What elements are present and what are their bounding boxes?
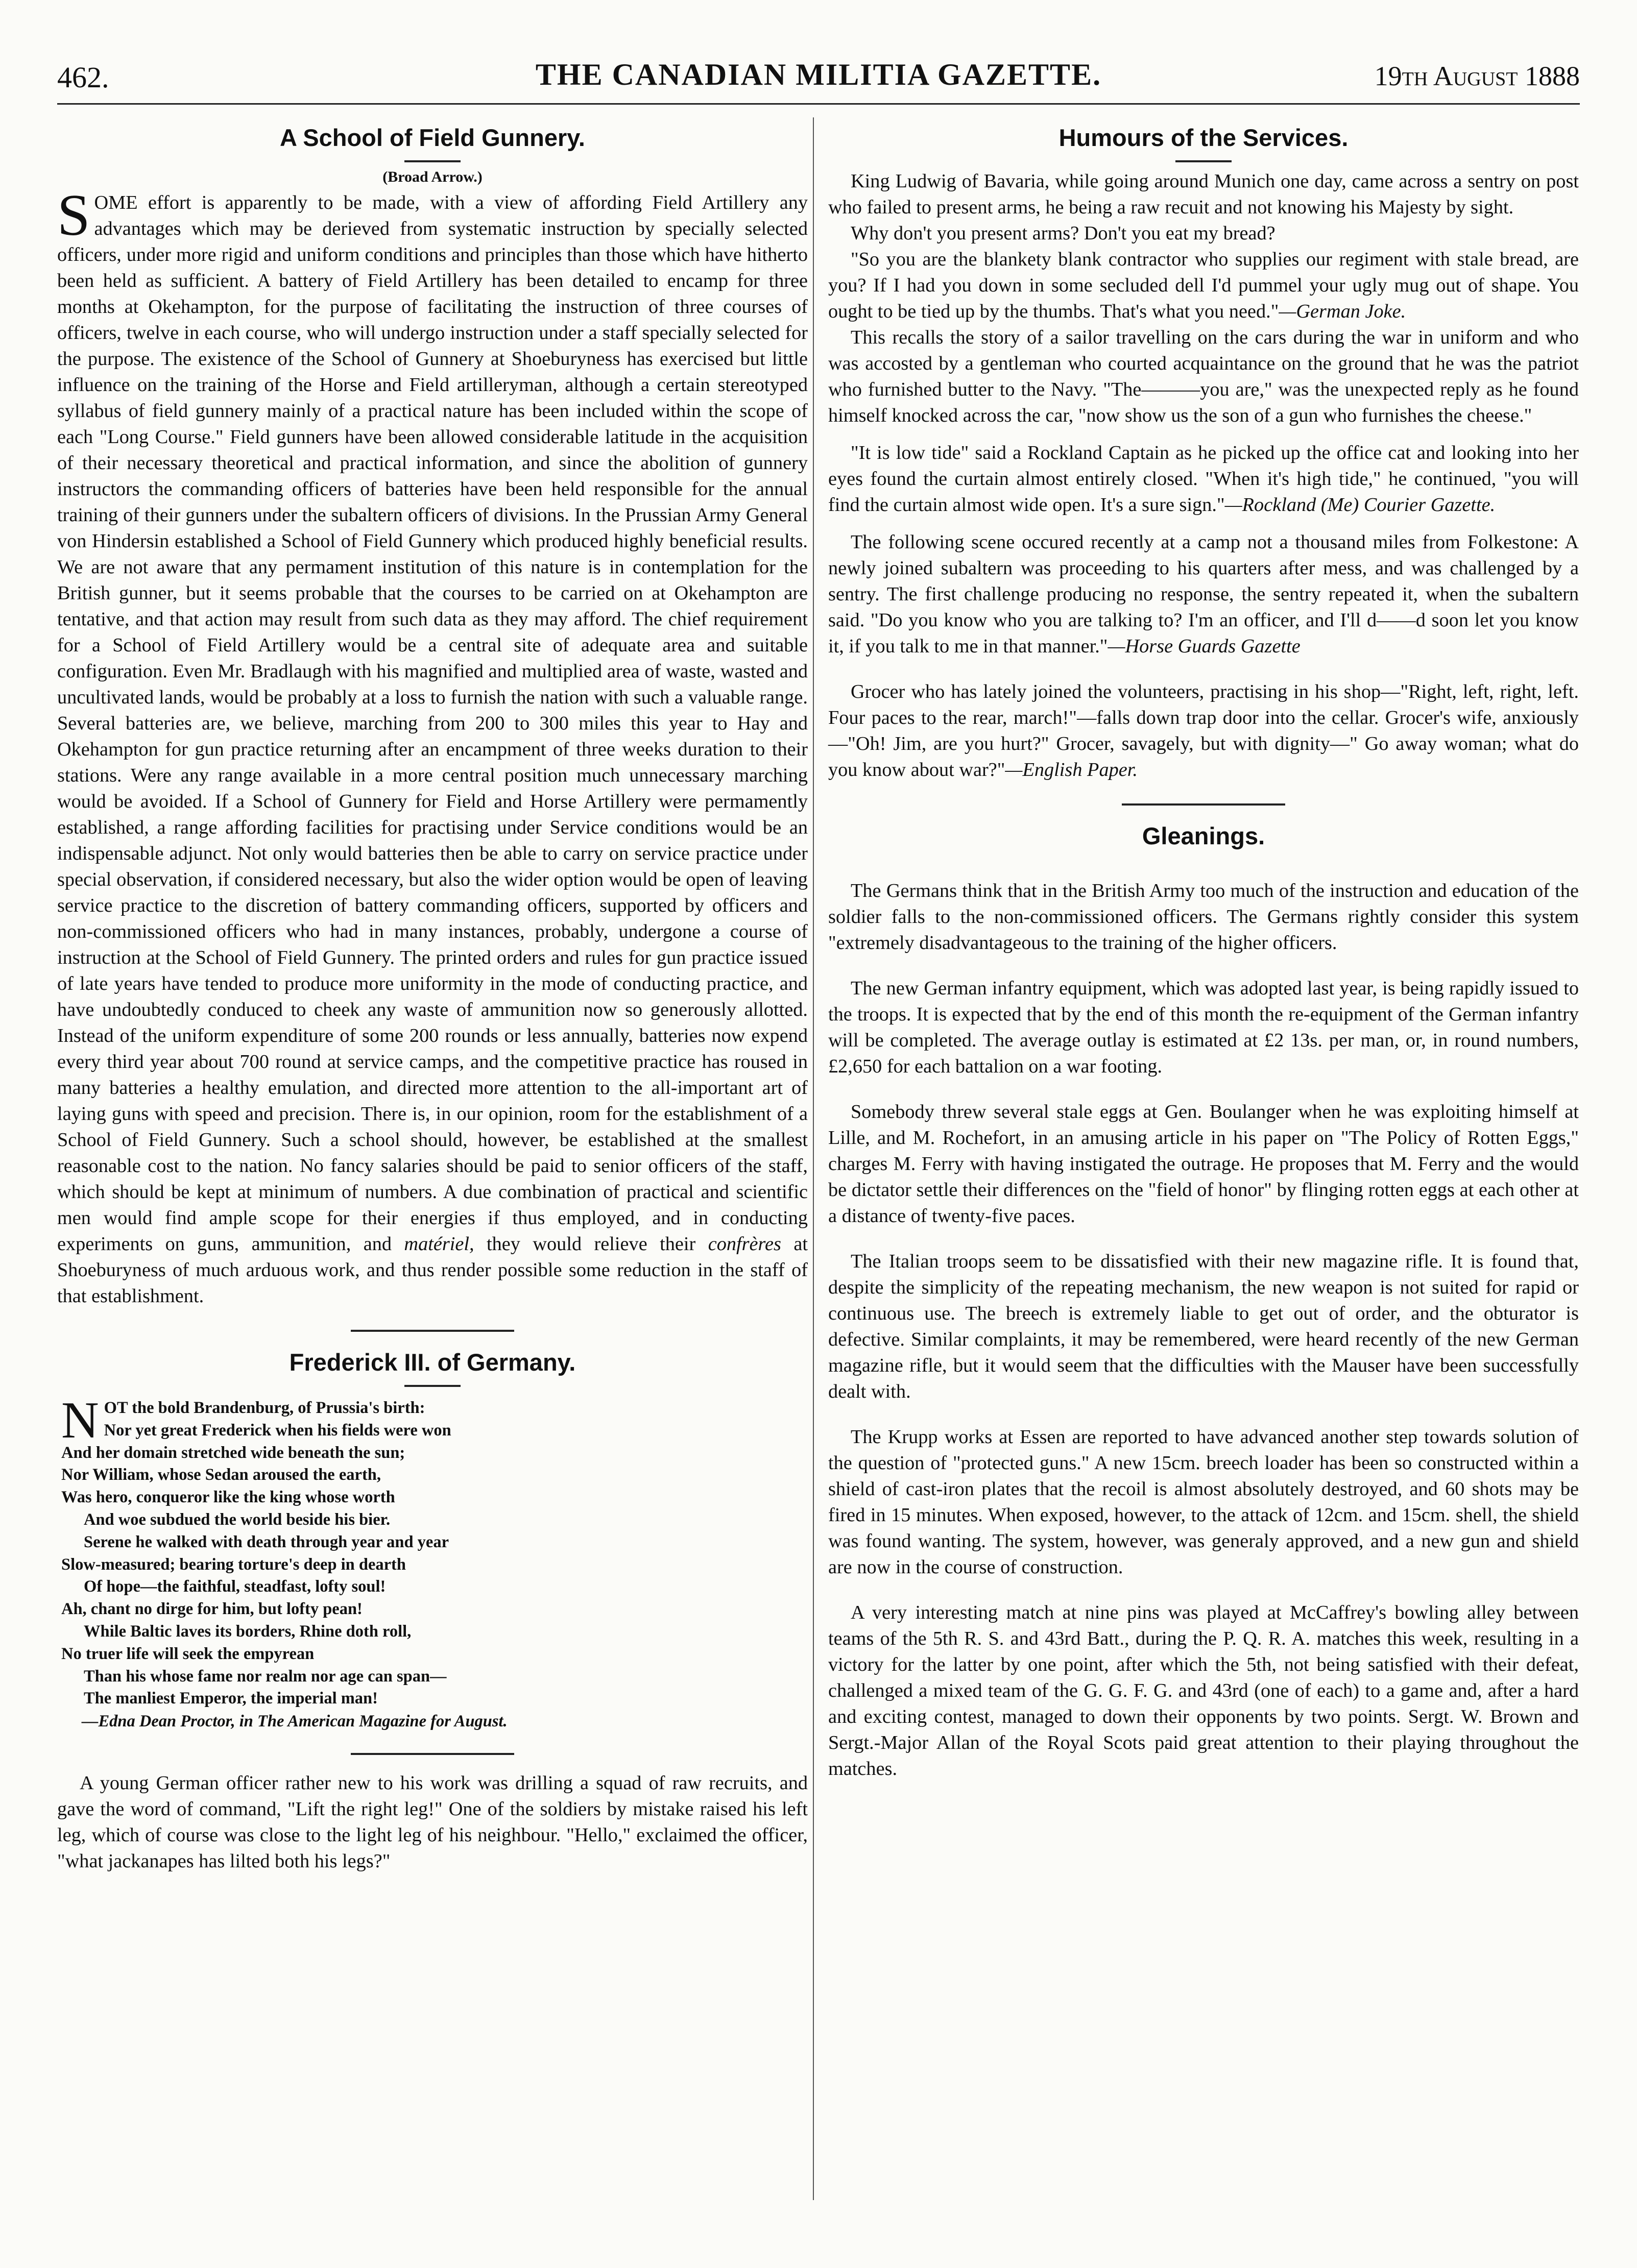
section-separator bbox=[351, 1330, 514, 1332]
poem-line: OT the bold Brandenburg, of Prussia's birth: bbox=[104, 1399, 425, 1417]
paragraph: Somebody threw several stale eggs at Gen. Boulanger when he was exploiting himself at Lille, and M. Rochefort, in an amusing article in his paper on "The Policy of Rotten Eggs," charges M. Ferry with having instigated the outrage. He proposes that M. Ferry and the would be dictator settle their differences on the "field of honor" by flinging rotten eggs at each other at a distance of twenty-five paces. bbox=[828, 1101, 1579, 1227]
article-school-of-field-gunnery bbox=[57, 123, 808, 1309]
drop-cap: S bbox=[57, 183, 90, 248]
article-frederick-iii bbox=[57, 1347, 808, 1733]
paragraph: The new German infantry equipment, which was adopted last year, is being rapidly issued to the troops. It is expected that by the end of this month the re-equipment of the German infantry will be completed. The average outlay is estimated at £2 13s. per man, or, in round numbers, £2,650 for each battalion on a war footing. bbox=[828, 978, 1579, 1077]
paragraph: The Italian troops seem to be dissatisfied with their new magazine rifle. It is found that, despite the simplicity of the repeating mechanism, the new weapon is not suited for rapid or continuous use. The breech is extremely liable to get out of order, and the obturator is defective. Similar complaints, it may be remembered, were heard recently of the new German magazine rifle, but it would seem that the difficulties with the Mauser have been successfully dealt with. bbox=[828, 1251, 1579, 1402]
issue-date: 19th August 1888 bbox=[1374, 61, 1580, 91]
poem-line: And woe subdued the world beside his bier. bbox=[84, 1510, 391, 1529]
article-body: SOME effort is apparently to be made, with a view of affording Field Artillery any advantages which may be derieved from systematic instruction by specially selected officers, under more rigid and uniform conditions and principles than those which have hitherto been held as sufficient. A battery of Field Artillery has been detailed to encamp for three months at Okehampton, for the purpose of facilitating the instruction of three courses of officers, twelve in each course, who will undergo instruction under a staff specially selected for the purpose. The existence of the School of Gunnery at Shoeburyness has exercised but little influence on the training of the Horse and Field artilleryman, although a certain stereotyped syllabus of field gunnery mainly of a practical nature has been included within the scope of each "Long Course." Field gunners have been allowed considerable latitude in the acquisition of their necessary theoretical and practical information, and since the abolition of gunnery instructors the commanding officers of batteries have been held responsible for the annual training of their gunners under the subaltern officers of divisions. In the Prussian Army General von Hindersin established a School of Field Gunnery which produced highly beneficial results. We are not aware that any permament institution of this nature is in contemplation for the British gunner, but it seems probable that the courses to be carried on at Okehampton are tentative, and that action may result from such data as they may afford. The chief requirement for a School of Field Artillery would be a central site of adequate area and suitable configuration. Even Mr. Bradlaugh with his magnified and multiplied area of waste, wasted and uncultivated lands, would be probably at a loss to furnish the nation with such a valuable range. Several batteries are, we believe, marching from 200 to 300 miles this year to Hay and Okehampton for gun practice returning after an encampment of three weeks duration to their stations. Were any range available in a more central position much unnecessary marching would be avoided. If a School of Gunnery for Field and Horse Artillery were permamently established, a range affording facilities for practising under Service conditions would be an indispensable adjunct. Not only would batteries then be able to carry on service practice under special observation, if considered necessary, but also the wider option would be open of leaving service practice to the discretion of battery commanding officers, supported by officers and non-commissioned officers who had in many instances, probably, undergone a course of instruction at the School of Field Gunnery. The printed orders and rules for gun practice issued of late years have tended to produce more uniformity in the mode of conducting practice, and have undoubtedly conduced to cheek any waste of ammunition now so generously allotted. Instead of the uniform expenditure of some 200 rounds or less annually, batteries now expend every third year about 700 round at service camps, and the competitive practice has roused in many batteries a healthy emulation, and directed more attention to the all-important art of laying guns with speed and precision. There is, in our opinion, room for the establishment of a School of Field Gunnery. Such a school should, however, be established at the smallest reasonable cost to the nation. No fancy salaries should be paid to senior officers of the staff, which should be kept at minimum of numbers. A due combination of practical and scientific men would find ample scope for their energies if thus employed, and in conducting experiments on guns, ammunition, and matériel, they would relieve their confrères at Shoeburyness of much arduous work, and thus render possible some reduction in the staff of that establishment. bbox=[57, 183, 808, 1307]
poem-line: While Baltic laves its borders, Rhine doth roll, bbox=[84, 1622, 412, 1641]
paragraph: The following scene occured recently at a camp not a thousand miles from Folkestone: A newly joined subaltern was proceeding to his quarters after mess, and was challenged by a sentry. The first challenge producing no response, the sentry repeated it, when the subaltern said. "Do you know who you are talking to? I'm an officer, and I'll d——d soon let you know it, if you talk to me in that manner."—Horse Guards Gazette bbox=[828, 531, 1579, 657]
header-rule bbox=[57, 103, 1580, 105]
article-title: A School of Field Gunnery. bbox=[280, 124, 585, 151]
poem-line: No truer life will seek the empyrean bbox=[61, 1644, 315, 1663]
column-divider bbox=[813, 117, 814, 2200]
title-rule bbox=[1175, 160, 1232, 162]
paragraph: Why don't you present arms? Don't you eat my bread? bbox=[851, 223, 1275, 244]
poem-line: Than his whose fame nor realm nor age can span— bbox=[84, 1667, 447, 1686]
article-source: (Broad Arrow.) bbox=[382, 168, 483, 185]
poem-line: Slow-measured; bearing torture's deep in dearth bbox=[61, 1555, 406, 1574]
poem-line: Nor yet great Frederick when his fields were won bbox=[104, 1421, 451, 1440]
article-gleanings bbox=[828, 821, 1579, 1782]
anecdote-young-officer: A young German officer rather new to his work was drilling a squad of raw recruits, and gave the word of command, "Lift the right leg!" One of the soldiers by mistake raised his left leg, which of course was close to the light leg of his neighbour. "Hello," exclaimed the officer, "what jackanapes has lilted both his legs?" bbox=[57, 1772, 808, 1872]
article-humours-of-the-services bbox=[828, 123, 1579, 783]
poem-line: Nor William, whose Sedan aroused the earth, bbox=[61, 1466, 381, 1484]
poem bbox=[57, 1392, 808, 1733]
poem-line: Of hope—the faithful, steadfast, lofty soul! bbox=[84, 1577, 386, 1596]
article-title: Gleanings. bbox=[1142, 822, 1265, 849]
left-column bbox=[57, 123, 808, 1874]
page-number: 462. bbox=[57, 61, 109, 94]
poem-attribution: —Edna Dean Proctor, in The American Magazine for August. bbox=[82, 1712, 508, 1731]
title-rule bbox=[404, 1385, 461, 1387]
paragraph: "So you are the blankety blank contractor who supplies our regiment with stale bread, are you? If I had you down in some secluded dell I'd pummel your ugly mug out of shape. You ought to be tied up by the thumbs. That's what you need."—German Joke. bbox=[828, 249, 1579, 322]
poem-line: Serene he walked with death through year and year bbox=[84, 1532, 449, 1551]
paragraph: This recalls the story of a sailor travelling on the cars during the war in uniform and who was accosted by a gentleman who courted acquaintance on the ground that he was the patriot who furnished butter to the Navy. "The———you are," was the unexpected reply as he found himself knocked across the car, "now show us the son of a gun who furnishes the cheese." bbox=[828, 327, 1579, 426]
paragraph: The Krupp works at Essen are reported to have advanced another step towards solution of the question of "protected guns." A new 15cm. breech loader has been so constructed within a shield of cast-iron plates that the recoil is almost absolutely destroyed, and 60 shots may be fired in 15 minutes. When exposed, however, to the attack of 12cm. and 15cm. shell, the shield was found wanting. The system, however, was generaly approved, and a new gun and shield are now in the course of construction. bbox=[828, 1426, 1579, 1578]
section-separator bbox=[351, 1753, 514, 1755]
poem-line: The manliest Emperor, the imperial man! bbox=[84, 1689, 378, 1708]
paragraph: "It is low tide" said a Rockland Captain as he picked up the office cat and looking into her eyes found the curtain almost entirely closed. "When it's high tide," he continued, "you will find the curtain almost wide open. It's a sure sign."—Rockland (Me) Courier Gazette. bbox=[828, 442, 1579, 516]
section-separator bbox=[1122, 803, 1285, 806]
drop-cap: N bbox=[61, 1392, 99, 1449]
masthead: THE CANADIAN MILITIA GAZETTE. bbox=[535, 58, 1102, 91]
poem-line: Was hero, conqueror like the king whose worth bbox=[61, 1488, 395, 1507]
article-title: Humours of the Services. bbox=[1058, 124, 1349, 151]
poem-line: Ah, chant no dirge for him, but lofty pean! bbox=[61, 1600, 363, 1619]
page-header bbox=[57, 57, 1580, 98]
article-title: Frederick III. of Germany. bbox=[289, 1349, 576, 1376]
title-rule bbox=[404, 160, 461, 162]
paragraph: A very interesting match at nine pins was played at McCaffrey's bowling alley between teams of the 5th R. S. and 43rd Batt., during the P. Q. R. A. matches this week, resulting in a victory for the latter by one point, after which the 5th, not being satisfied with their defeat, challenged a mixed team of the G. G. F. G. and 43rd (one of each) to a game and, after a hard and exciting contest, managed to down their opponents by two points. Sergt. W. Brown and Sergt.-Major Allan of the Royal Scots paid great attention to their playing throughout the matches. bbox=[828, 1602, 1579, 1779]
paragraph: The Germans think that in the British Army too much of the instruction and education of the soldier falls to the non-commissioned officers. The Germans rightly consider this system "extremely disadvantageous to the training of the higher officers. bbox=[828, 880, 1579, 954]
paragraph: Grocer who has lately joined the volunteers, practising in his shop—"Right, left, right, left. Four paces to the rear, march!"—falls down trap door into the cellar. Grocer's wife, anxiously—"Oh! Jim, are you hurt?" Grocer, savagely, but with dignity—" Go away woman; what do you know about war?"—English Paper. bbox=[828, 681, 1579, 781]
paragraph: King Ludwig of Bavaria, while going around Munich one day, came across a sentry on post who failed to present arms, he being a raw recuit and not knowing his Majesty by sight. bbox=[828, 170, 1579, 218]
poem-line: And her domain stretched wide beneath the sun; bbox=[61, 1443, 405, 1462]
right-column bbox=[828, 123, 1579, 1782]
